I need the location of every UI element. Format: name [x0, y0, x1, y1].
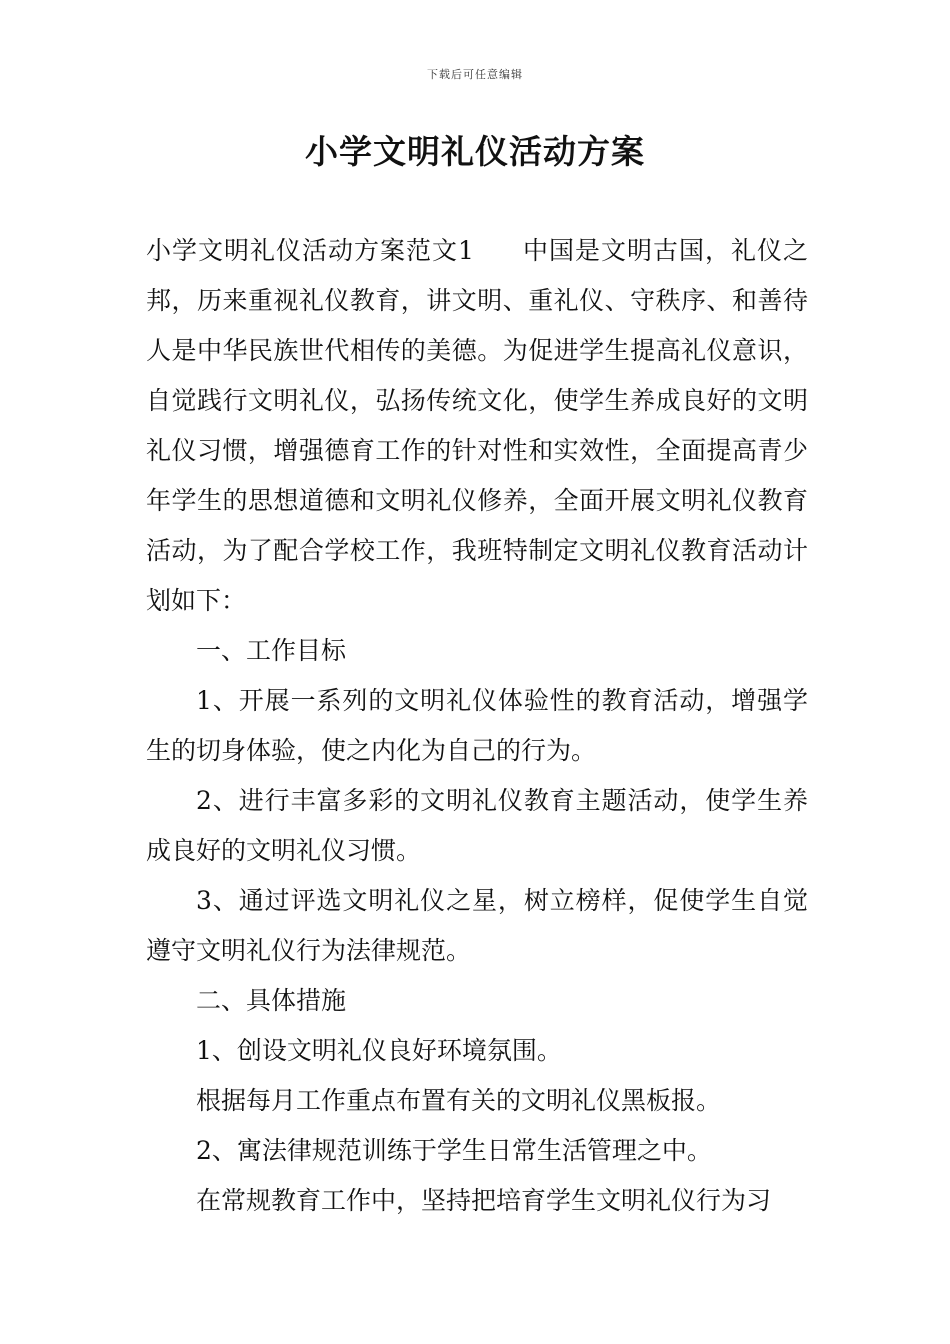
header-note: 下载后可任意编辑	[427, 68, 523, 81]
goal-item-3: 3、通过评选文明礼仪之星，树立榜样，促使学生自觉遵守文明礼仪行为法律规范。	[146, 886, 808, 965]
measure-item-2-detail: 在常规教育工作中，坚持把培育学生文明礼仪行为习	[196, 1186, 772, 1215]
document-body	[146, 226, 808, 1226]
measure-item-2: 2、寓法律规范训练于学生日常生活管理之中。	[196, 1136, 712, 1165]
intro-text: 中国是文明古国，礼仪之邦，历来重视礼仪教育，讲文明、重礼仪、守秩序、和善待人是中华民族世代相传的美德。为促进学生提高礼仪意识，自觉践行文明礼仪，弘扬传统文化，使学生养成良好的文明礼仪习惯，增强德育工作的针对性和实效性，全面提高青少年学生的思想道德和文明礼仪修养，全面开展文明礼仪教育活动，为了配合学校工作，我班特制定文明礼仪教育活动计划如下：	[146, 236, 808, 615]
section-heading-goals: 一、工作目标	[196, 636, 347, 665]
intro-lead: 小学文明礼仪活动方案范文1	[146, 236, 474, 265]
intro-paragraph	[146, 226, 808, 626]
goal-item-2: 2、进行丰富多彩的文明礼仪教育主题活动，使学生养成良好的文明礼仪习惯。	[146, 786, 808, 865]
section-heading-measures: 二、具体措施	[196, 986, 347, 1015]
measure-item-1-detail: 根据每月工作重点布置有关的文明礼仪黑板报。	[196, 1086, 722, 1115]
goal-item-1: 1、开展一系列的文明礼仪体验性的教育活动，增强学生的切身体验，使之内化为自己的行为。	[146, 686, 808, 765]
measure-item-1: 1、创设文明礼仪良好环境氛围。	[196, 1036, 562, 1065]
document-title: 小学文明礼仪活动方案	[305, 132, 645, 171]
